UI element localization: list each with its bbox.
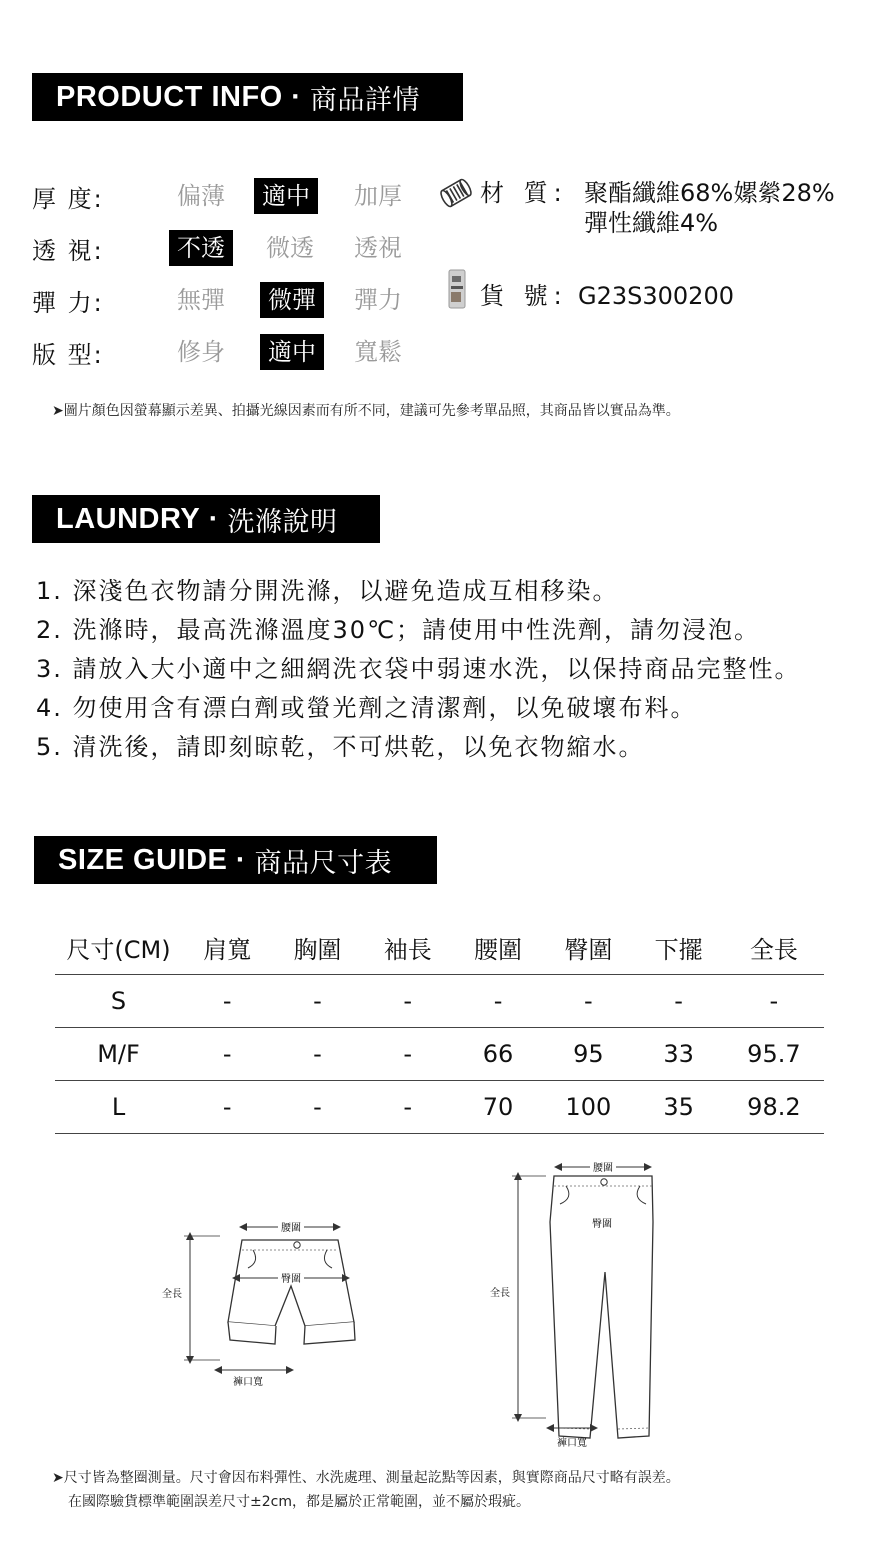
item-number-value: G23S300200: [578, 282, 734, 310]
size-table-header-row: [55, 920, 824, 975]
size-guide-title-en: SIZE GUIDE: [58, 843, 228, 876]
shorts-length-label: 全長: [162, 1289, 182, 1300]
table-cell: -: [182, 1081, 272, 1134]
property-option-selected: 適中: [260, 334, 324, 370]
property-option: 修身: [177, 338, 225, 366]
size-guide-title-cn: 商品尺寸表: [254, 847, 393, 879]
column-header: 胸圍: [272, 920, 362, 975]
property-row: [32, 334, 452, 370]
product-info-title-cn: 商品詳情: [310, 84, 420, 116]
column-header: 全長: [724, 920, 824, 975]
property-option: 微透: [266, 234, 314, 262]
table-row: [55, 1028, 824, 1081]
table-cell: M/F: [55, 1028, 182, 1081]
size-footnote: [52, 1466, 680, 1514]
property-label: 版 型:: [32, 340, 104, 369]
table-cell: 95.7: [724, 1028, 824, 1081]
property-label: 彈 力:: [32, 288, 104, 317]
property-option: 彈力: [354, 286, 402, 314]
table-cell: -: [363, 975, 453, 1028]
column-header: 腰圍: [453, 920, 543, 975]
property-option-selected: 適中: [254, 178, 318, 214]
table-cell: 100: [543, 1081, 633, 1134]
column-header: 尺寸(CM): [55, 920, 182, 975]
laundry-title-cn: 洗滌說明: [227, 506, 338, 538]
table-cell: -: [363, 1081, 453, 1134]
item-number-label: 貨 號:: [480, 282, 568, 310]
table-cell: -: [363, 1028, 453, 1081]
column-header: 臀圍: [543, 920, 633, 975]
column-header: 袖長: [363, 920, 453, 975]
table-cell: L: [55, 1081, 182, 1134]
laundry-item: 2. 洗滌時，最高洗滌溫度30℃；請使用中性洗劑，請勿浸泡。: [36, 616, 761, 644]
table-cell: -: [182, 975, 272, 1028]
column-header: 下擺: [633, 920, 723, 975]
laundry-item: 1. 深淺色衣物請分開洗滌，以避免造成互相移染。: [36, 577, 619, 605]
table-cell: -: [453, 975, 543, 1028]
pants-waist-label: 腰圍: [593, 1163, 613, 1174]
table-row: [55, 1081, 824, 1134]
property-option: 無彈: [177, 286, 225, 314]
property-label: 透 視:: [32, 236, 104, 265]
property-option: 加厚: [354, 182, 402, 210]
laundry-instructions: [36, 572, 801, 767]
laundry-item: 3. 請放入大小適中之細網洗衣袋中弱速水洗，以保持商品完整性。: [36, 655, 801, 683]
property-label: 厚 度:: [32, 184, 104, 213]
table-cell: -: [182, 1028, 272, 1081]
laundry-title-en: LAUNDRY: [56, 502, 201, 535]
material-value-line1: 聚酯纖維68%嫘縈28%: [584, 179, 835, 207]
thread-spool-icon: [437, 177, 475, 209]
footnote-line-2: 在國際驗貨標準範圍誤差尺寸±2cm，都是屬於正常範圍，並不屬於瑕疵。: [68, 1494, 530, 1510]
size-guide-header: [34, 836, 437, 884]
property-option: 透視: [354, 234, 402, 262]
pants-hip-label: 臀圍: [592, 1219, 612, 1230]
table-cell: -: [543, 975, 633, 1028]
table-cell: 98.2: [724, 1081, 824, 1134]
table-cell: -: [272, 1081, 362, 1134]
pants-measurement-diagram: [470, 1152, 690, 1458]
shorts-hip-label: 臀圍: [281, 1274, 301, 1285]
column-header: 肩寬: [182, 920, 272, 975]
pants-length-label: 全長: [490, 1288, 510, 1299]
shorts-measurement-diagram: [150, 1210, 390, 1399]
table-cell: -: [272, 975, 362, 1028]
property-row: [32, 230, 452, 266]
table-cell: -: [633, 975, 723, 1028]
table-cell: 66: [453, 1028, 543, 1081]
material-value-line2: 彈性纖維4%: [584, 209, 719, 237]
property-option-selected: 不透: [169, 230, 233, 266]
table-cell: 33: [633, 1028, 723, 1081]
property-row: [32, 178, 452, 214]
shorts-leg-opening-label: 褲口寬: [233, 1377, 263, 1388]
shorts-waist-label: 腰圍: [281, 1223, 301, 1234]
table-cell: -: [272, 1028, 362, 1081]
size-table: [55, 920, 824, 1134]
product-info-title-en: PRODUCT INFO: [56, 80, 283, 113]
table-cell: -: [724, 975, 824, 1028]
product-info-header: [32, 73, 463, 121]
table-cell: S: [55, 975, 182, 1028]
property-option-selected: 微彈: [260, 282, 324, 318]
table-cell: 95: [543, 1028, 633, 1081]
title-separator: ·: [282, 80, 310, 113]
title-separator: ·: [227, 843, 255, 876]
material-label: 材 質:: [480, 179, 568, 207]
table-row: [55, 975, 824, 1028]
title-separator: ·: [200, 502, 228, 535]
laundry-item: 4. 勿使用含有漂白劑或螢光劑之清潔劑，以免破壞布料。: [36, 694, 697, 722]
laundry-item: 5. 清洗後，請即刻晾乾，不可烘乾，以免衣物縮水。: [36, 733, 645, 761]
table-cell: 35: [633, 1081, 723, 1134]
property-option: 寬鬆: [354, 338, 402, 366]
property-option: 偏薄: [177, 182, 225, 210]
property-row: [32, 282, 452, 318]
footnote-line-1: ➤尺寸皆為整圈測量。尺寸會因布料彈性、水洗處理、測量起訖點等因素，與實際商品尺寸略有誤差。: [52, 1470, 680, 1486]
tag-icon: [447, 268, 469, 312]
pants-leg-opening-label: 褲口寬: [557, 1438, 587, 1449]
table-cell: 70: [453, 1081, 543, 1134]
laundry-header: [32, 495, 380, 543]
photo-color-note: ➤圖片顏色因螢幕顯示差異、拍攝光線因素而有所不同，建議可先參考單品照，其商品皆以實品為準。: [52, 403, 680, 419]
